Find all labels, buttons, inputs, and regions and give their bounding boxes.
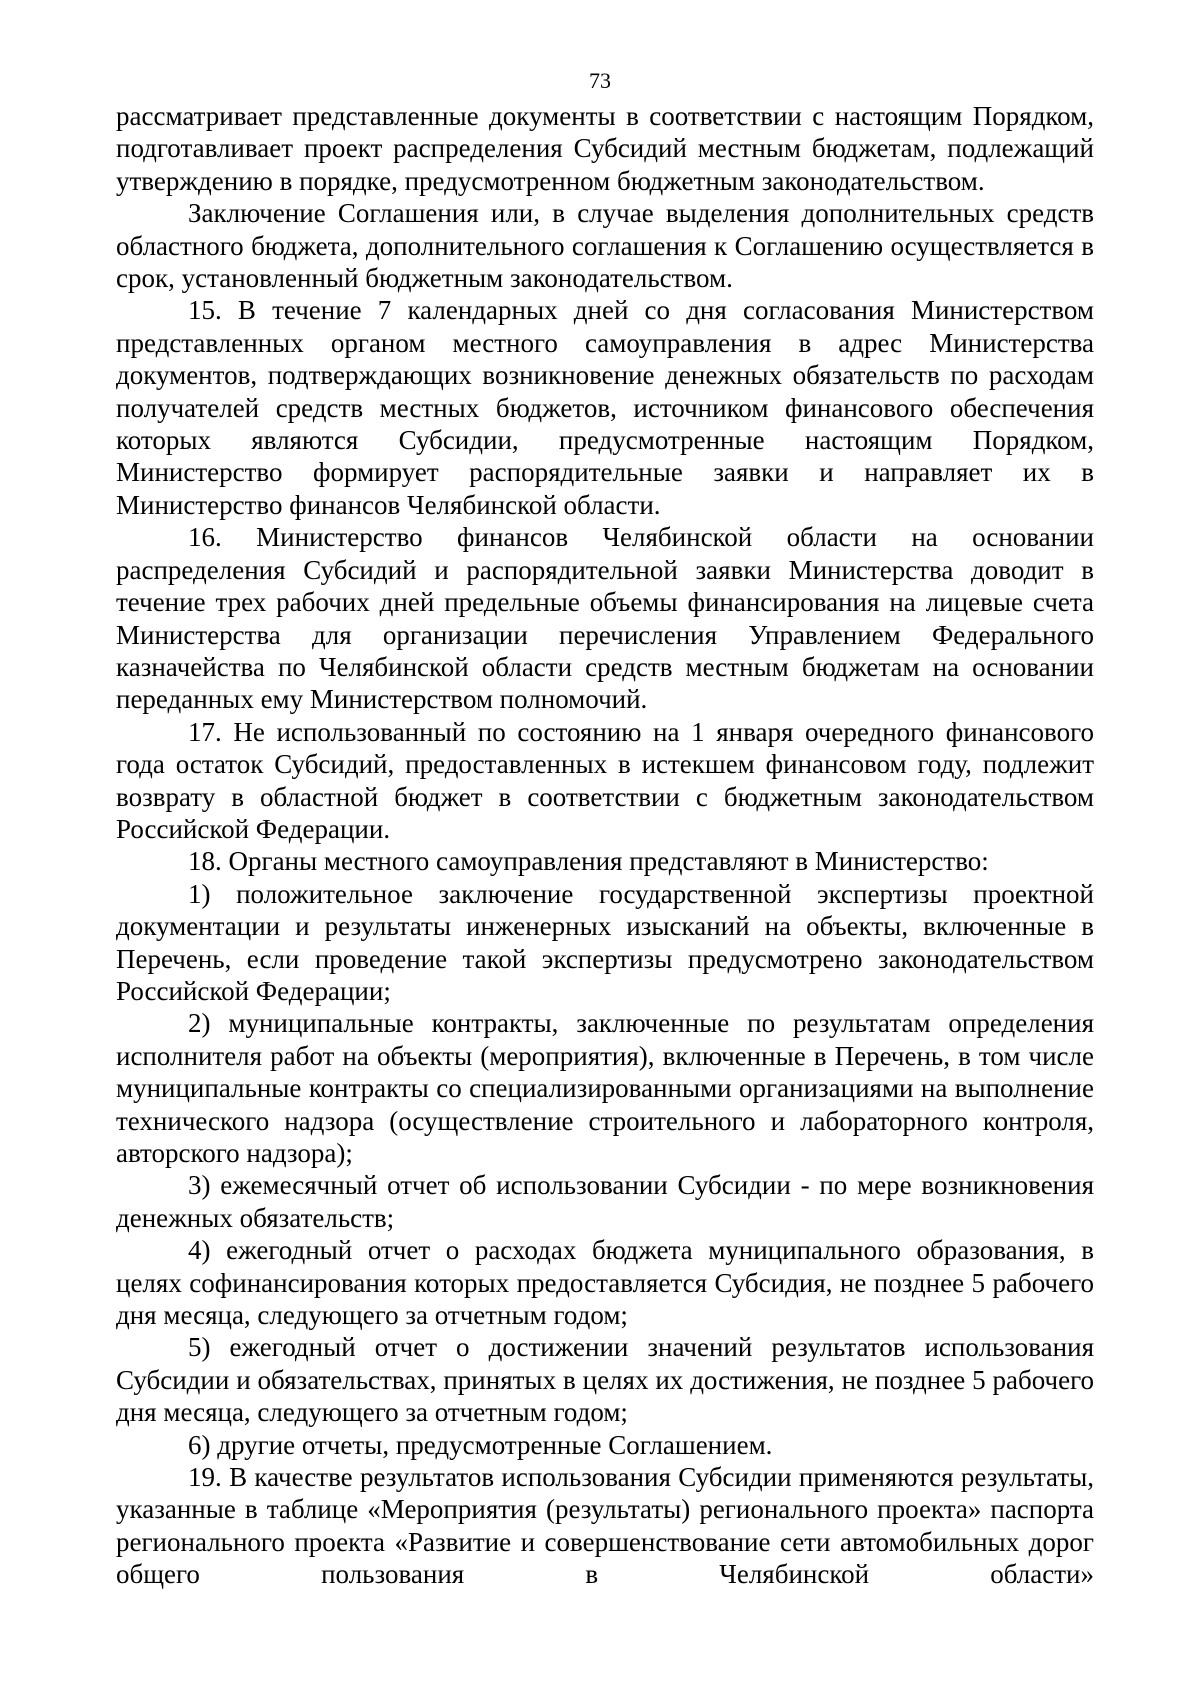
page-number: 73 — [589, 68, 611, 93]
list-item-4: 4) ежегодный отчет о расходах бюджета муниципального образования, в целях софинансирования которых предоставляется Субсидия, не позднее 5 рабочего дня месяца, следующего за отчетным годом; — [116, 1235, 1094, 1331]
list-item-6: 6) другие отчеты, предусмотренные Соглашением. — [188, 1429, 773, 1460]
list-item-2: 2) муниципальные контракты, заключенные по результатам определения исполнителя работ на объекты (мероприятия), включенные в Перечень, в том числе муниципальные контракты со специализированными организациями на выполнение технического надзора (осуществление строительного и лабораторного контроля, авторского надзора); — [116, 1008, 1094, 1168]
paragraph-17: 17. Не использованный по состоянию на 1 января очередного финансового года остаток Субсидий, предоставленных в истекшем финансовом году, подлежит возврату в областной бюджет в соответствии с бюджетным законодательством Российской Федерации. — [116, 716, 1094, 844]
paragraph-agreement: Заключение Соглашения или, в случае выделения дополнительных средств областного бюджета, дополнительного соглашения к Соглашению осуществляется в срок, установленный бюджетным законодательством. — [116, 198, 1094, 294]
document-body — [116, 100, 1094, 1591]
paragraph-19: 19. В качестве результатов использования Субсидии применяются результаты, указанные в таблице «Мероприятия (результаты) регионального проекта» паспорта регионального проекта «Развитие и совершенствование сети автомобильных дорог общего пользования в Челябинской области» — [116, 1462, 1094, 1590]
list-item-1: 1) положительное заключение государственной экспертизы проектной документации и результаты инженерных изысканий на объекты, включенные в Перечень, если проведение такой экспертизы предусмотрено законодательством Российской Федерации; — [116, 878, 1094, 1006]
paragraph-15: 15. В течение 7 календарных дней со дня согласования Министерством представленных органом местного самоуправления в адрес Министерства документов, подтверждающих возникновение денежных обязательств по расходам получателей средств местных бюджетов, источником финансового обеспечения которых являются Субсидии, предусмотренные настоящим Порядком, Министерство формирует распорядительные заявки и направляет их в Министерство финансов Челябинской области. — [116, 295, 1094, 520]
paragraph-16: 16. Министерство финансов Челябинской области на основании распределения Субсидий и распорядительной заявки Министерства доводит в течение трех рабочих дней предельные объемы финансирования на лицевые счета Министерства для организации перечисления Управлением Федерального казначейства по Челябинской области средств местным бюджетам на основании переданных ему Министерством полномочий. — [116, 522, 1094, 715]
list-item-5: 5) ежегодный отчет о достижении значений результатов использования Субсидии и обязательствах, принятых в целях их достижения, не позднее 5 рабочего дня месяца, следующего за отчетным годом; — [116, 1332, 1094, 1428]
paragraph-18: 18. Органы местного самоуправления представляют в Министерство: — [188, 846, 989, 877]
paragraph-continuation: рассматривает представленные документы в соответствии с настоящим Порядком, подготавливает проект распределения Субсидий местным бюджетам, подлежащий утверждению в порядке, предусмотренном бюджетным законодательством. — [116, 101, 1094, 196]
list-item-3: 3) ежемесячный отчет об использовании Субсидии - по мере возникновения денежных обязательств; — [116, 1170, 1094, 1233]
